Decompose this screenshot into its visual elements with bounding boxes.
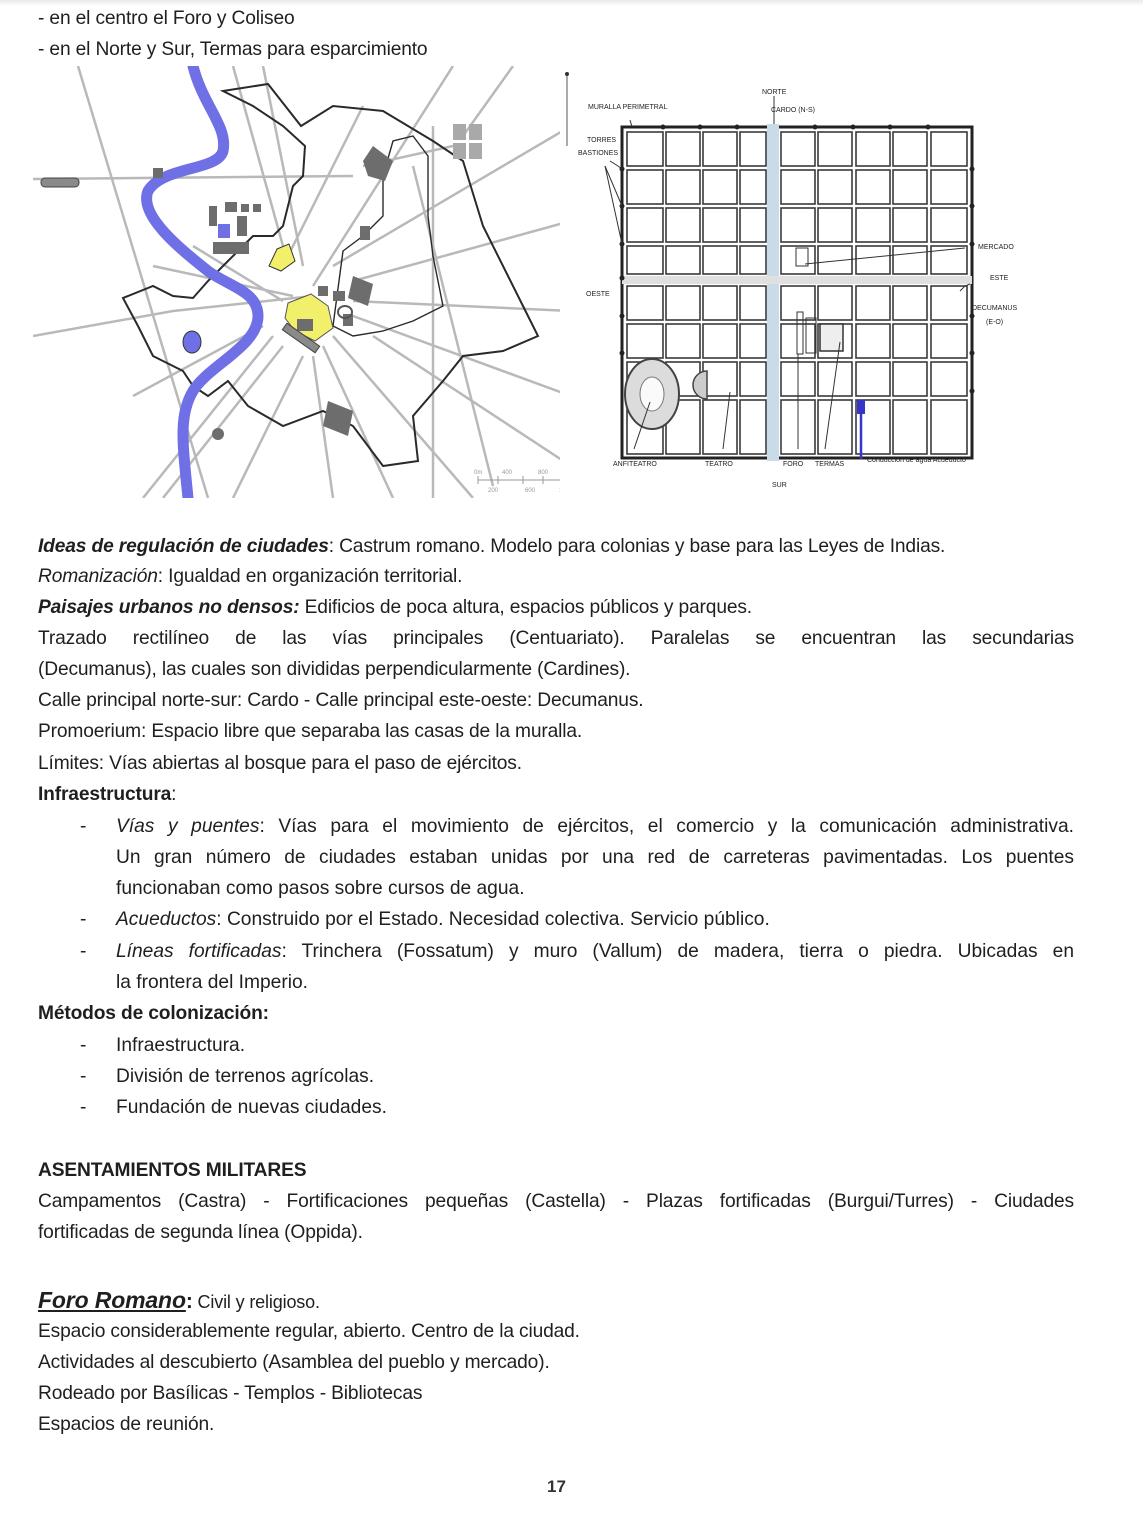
text-romanizacion: : Igualdad en organización territorial. <box>157 566 463 587</box>
asentamientos-line-1: Campamentos (Castra) - Fortificaciones pequeñas (Castella) - Plazas fortificadas (Burgui/Turres) - Ciudades <box>38 1191 1074 1212</box>
asentamientos-line-2: fortificadas de segunda línea (Oppida). <box>38 1222 363 1243</box>
term-acueductos: Acueductos <box>116 909 217 930</box>
paragraph-paisajes <box>38 593 752 623</box>
heading-metodos: Métodos de colonización: <box>38 1003 269 1024</box>
intro-line-2: - en el Norte y Sur, Termas para esparcimiento <box>38 39 428 60</box>
list-item-vias-line-2: Un gran número de ciudades estaban unidas por una red de carreteras pavimentadas. Los puentes <box>116 847 1074 868</box>
heading-infraestructura-text: Infraestructura <box>38 784 172 805</box>
label-decumanus: DECUMANUS <box>972 305 1018 312</box>
scale-label-400: 400 <box>502 470 513 476</box>
paragraph-calle-principal: Calle principal norte-sur: Cardo - Calle principal este-oeste: Decumanus. <box>38 690 644 711</box>
text-paisajes: Edificios de poca altura, espacios públicos y parques. <box>299 597 752 618</box>
heading-colon: : <box>171 784 177 805</box>
label-teatro: TEATRO <box>705 461 733 468</box>
paragraph-regulacion <box>38 532 945 562</box>
foro-line-4: Espacios de reunión. <box>38 1414 215 1435</box>
label-termas: TERMAS <box>815 461 845 468</box>
label-este: ESTE <box>990 275 1009 282</box>
label-sur: SUR <box>772 482 787 489</box>
label-mercado: MERCADO <box>978 244 1014 251</box>
foro-colon: : <box>185 1290 193 1313</box>
scale-label-800: 800 <box>538 470 549 476</box>
scale-label-200: 200 <box>488 488 499 494</box>
label-anfiteatro: ANFITEATRO <box>613 461 657 468</box>
label-torres: TORRES <box>587 137 617 144</box>
castrum-plan-figure <box>560 66 1040 498</box>
text-vias-1: : Vías para el movimiento de ejércitos, el comercio y la comunicación administrativa. <box>259 816 1074 837</box>
term-regulacion: Ideas de regulación de ciudades <box>38 536 329 557</box>
bullet-dash: - <box>80 1097 87 1118</box>
label-foro: FORO <box>783 461 804 468</box>
term-romanizacion: Romanización <box>38 566 158 587</box>
text-regulacion: : Castrum romano. Modelo para colonias y base para las Leyes de Indias. <box>328 536 946 557</box>
metodo-2-text: División de terrenos agrícolas. <box>116 1066 375 1087</box>
paragraph-promoerium: Promoerium: Espacio libre que separaba las casas de la muralla. <box>38 721 583 742</box>
text-acueductos: : Construido por el Estado. Necesidad colectiva. Servicio público. <box>216 909 770 930</box>
label-bastiones: BASTIONES <box>578 150 619 157</box>
foro-subtitle: Civil y religioso. <box>192 1292 320 1312</box>
list-item-lineas-line-1 <box>116 937 1074 967</box>
term-paisajes: Paisajes urbanos no densos: <box>38 597 300 618</box>
paragraph-romanizacion <box>38 562 462 592</box>
bullet-dash: - <box>80 941 87 962</box>
list-item-vias-line-3: funcionaban como pasos sobre cursos de agua. <box>116 878 525 899</box>
paragraph-trazado-line-1: Trazado rectilíneo de las vías principales (Centuariato). Paralelas se encuentran las secundarias <box>38 628 1074 649</box>
intro-line-1: - en el centro el Foro y Coliseo <box>38 8 295 29</box>
text-lineas-1: : Trinchera (Fossatum) y muro (Vallum) de madera, tierra o piedra. Ubicadas en <box>281 941 1074 962</box>
rome-map-figure <box>33 66 571 498</box>
page-number: 17 <box>547 1477 566 1496</box>
label-decumanus-eo: (E-O) <box>986 319 1004 326</box>
term-lineas: Líneas fortificadas <box>116 941 282 962</box>
heading-infraestructura <box>38 780 176 810</box>
paragraph-trazado-line-2: (Decumanus), las cuales son divididas perpendicularmente (Cardines). <box>38 659 631 680</box>
foro-romano-heading <box>38 1284 320 1319</box>
foro-romano-title: Foro Romano <box>38 1287 186 1313</box>
metodo-3-text: Fundación de nuevas ciudades. <box>116 1097 387 1118</box>
list-item-acueductos-line <box>116 905 770 935</box>
label-cardo: CARDO (N-S) <box>771 107 815 114</box>
scale-label-600: 600 <box>525 488 536 494</box>
paragraph-limites: Límites: Vías abiertas al bosque para el paso de ejércitos. <box>38 753 522 774</box>
rome-map-illustration <box>33 66 571 498</box>
list-item-vias-line-1 <box>116 812 1074 842</box>
bullet-dash: - <box>80 1066 87 1087</box>
label-muralla-perimetral: MURALLA PERIMETRAL <box>588 104 668 111</box>
label-norte: NORTE <box>762 89 787 96</box>
label-oeste: OESTE <box>586 291 610 298</box>
label-acueducto: Conducción de agua Acueducto <box>867 457 966 464</box>
foro-line-2: Actividades al descubierto (Asamblea del pueblo y mercado). <box>38 1352 550 1373</box>
bullet-dash: - <box>80 909 87 930</box>
heading-asentamientos: ASENTAMIENTOS MILITARES <box>38 1160 307 1181</box>
foro-line-3: Rodeado por Basílicas - Templos - Bibliotecas <box>38 1383 423 1404</box>
castrum-plan-illustration <box>560 66 1040 498</box>
metodo-1-text: Infraestructura. <box>116 1035 246 1056</box>
scale-label-0: 0m <box>474 470 483 476</box>
bullet-dash: - <box>80 816 87 837</box>
foro-line-1: Espacio considerablemente regular, abierto. Centro de la ciudad. <box>38 1321 580 1342</box>
term-vias: Vías y puentes <box>116 816 260 837</box>
list-item-lineas-line-2: la frontera del Imperio. <box>116 972 308 993</box>
bullet-dash: - <box>80 1035 87 1056</box>
